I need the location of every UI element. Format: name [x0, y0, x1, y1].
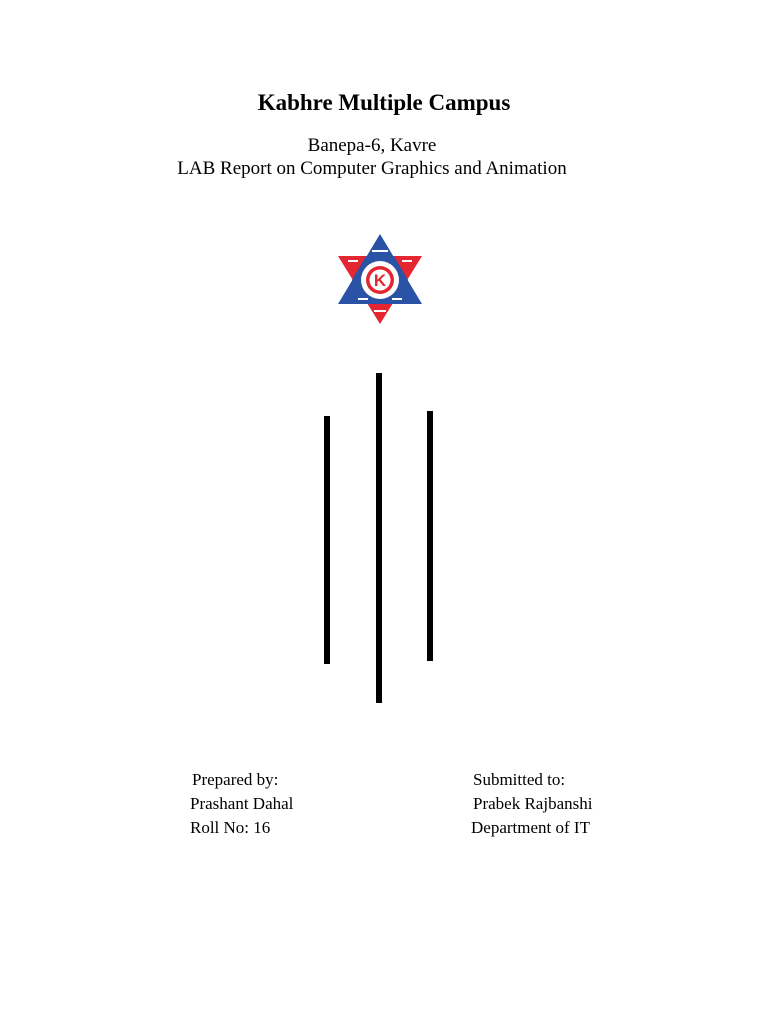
prepared-by-label: Prepared by: — [192, 770, 279, 789]
roll-number: Roll No: 16 — [190, 818, 271, 837]
submitted-to-name: Prabek Rajbanshi — [473, 794, 593, 813]
decor-bar-center — [376, 373, 382, 703]
report-title: LAB Report on Computer Graphics and Animation — [177, 158, 567, 179]
submitted-to-label: Submitted to: — [473, 770, 566, 789]
submitted-to-block — [471, 768, 592, 840]
department: Department of IT — [471, 818, 590, 837]
page-title: Kabhre Multiple Campus — [257, 90, 511, 115]
campus-address: Banepa-6, Kavre — [307, 135, 437, 156]
prepared-by-name: Prashant Dahal — [190, 794, 294, 813]
prepared-by-block — [190, 768, 293, 840]
decor-bar-left — [324, 416, 330, 664]
campus-logo — [334, 230, 426, 326]
decor-bar-right — [427, 411, 433, 661]
logo-letter: K — [373, 271, 387, 290]
